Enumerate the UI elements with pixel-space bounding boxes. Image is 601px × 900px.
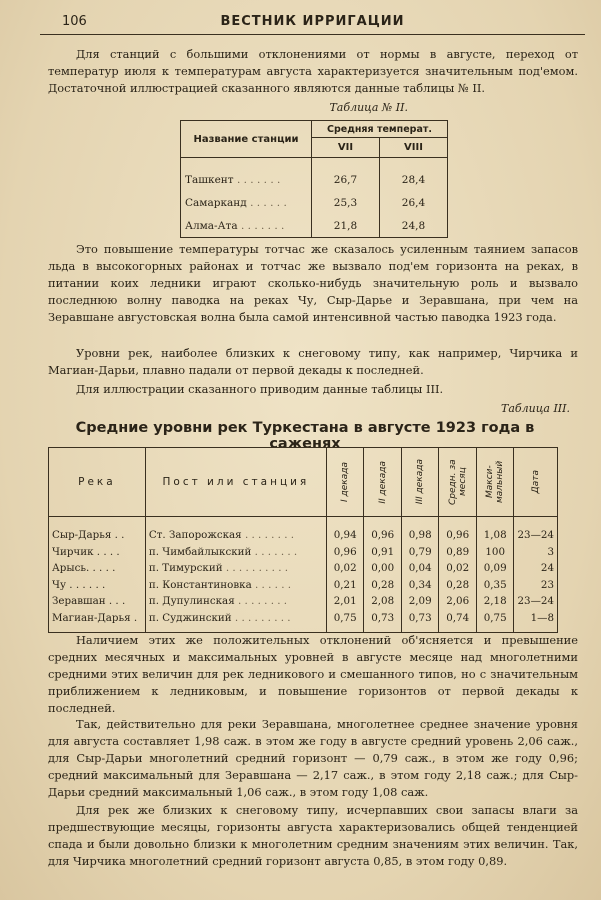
table3-title: Средние уровни рек Туркестана в августе 1923 года в саженях <box>75 420 535 452</box>
paragraph-3: Уровни рек, наиболее близких к снеговому типу, как например, Чирчика и Магиан-Дарьи, плавно падали от первой декады к последней. <box>48 346 578 377</box>
t3-d3: 0,04 <box>401 560 439 577</box>
t3-river: Чирчик . . . . <box>49 544 146 561</box>
t3-d2: 0,00 <box>364 560 402 577</box>
t3-max: 1,08 <box>476 517 514 544</box>
t3-dots: . . . . . . . . <box>237 595 288 608</box>
t3-post: п. Тимурский <box>148 562 223 575</box>
page-number: 106 <box>62 14 87 29</box>
table-row <box>181 214 448 238</box>
t3-river: Арысь. . . . . <box>49 560 146 577</box>
t3-dots: . . . . . . . . <box>244 529 295 542</box>
t3-d1: 2,01 <box>326 593 364 610</box>
table-3 <box>48 447 558 633</box>
t3-avg: 0,74 <box>439 610 477 633</box>
t3-header-river: Река <box>49 448 146 517</box>
t3-d2: 0,96 <box>364 517 402 544</box>
t3-d3: 0,98 <box>401 517 439 544</box>
t2-station: Самарканд <box>185 196 247 209</box>
t3-river: Магиан-Дарья . <box>49 610 146 633</box>
t3-d2: 2,08 <box>364 593 402 610</box>
table-2 <box>180 120 448 238</box>
t2-viii: 26,4 <box>379 191 447 214</box>
t2-vii: 26,7 <box>312 168 380 191</box>
table-row <box>181 168 448 191</box>
table-row <box>49 544 558 561</box>
t3-d1: 0,96 <box>326 544 364 561</box>
t3-d3: 2,09 <box>401 593 439 610</box>
t2-header-vii: VII <box>312 138 380 158</box>
t2-dots: . . . . . . <box>250 196 287 209</box>
table-row <box>49 593 558 610</box>
t2-header-group: Средняя температ. <box>312 121 448 138</box>
t3-river: Сыр-Дарья . . <box>49 517 146 544</box>
t3-d1: 0,21 <box>326 577 364 594</box>
t2-viii: 24,8 <box>379 214 447 238</box>
table-row <box>49 517 558 544</box>
t3-d2: 0,91 <box>364 544 402 561</box>
table-row <box>181 191 448 214</box>
t3-date: 1—8 <box>514 610 558 633</box>
t3-post: Ст. Запорожская <box>148 529 242 542</box>
t3-header-post: Пост или станция <box>145 448 326 517</box>
journal-title: ВЕСТНИК ИРРИГАЦИИ <box>220 14 405 29</box>
t3-max: 0,09 <box>476 560 514 577</box>
t3-avg: 0,96 <box>439 517 477 544</box>
t3-d1: 0,94 <box>326 517 364 544</box>
t2-viii: 28,4 <box>379 168 447 191</box>
paragraph-5: Наличием этих же положительных отклонений об'ясняется и превышение средних месячных и максимальных уровней в августе месяце над многолетними средними этих величин для рек ледникового и смешанного типов, но с значительным приближением к ледниковым, и повышение горизонтов от первой декады к последней. <box>48 633 578 715</box>
t3-dots: . . . . . . <box>255 578 292 591</box>
t2-dots: . . . . . . . <box>236 173 281 186</box>
t3-date: 3 <box>514 544 558 561</box>
t3-avg: 0,28 <box>439 577 477 594</box>
t3-max: 100 <box>476 544 514 561</box>
t2-station: Алма-Ата <box>185 219 238 232</box>
t3-river: Зеравшан . . . <box>49 593 146 610</box>
t3-dots: . . . . . . . . . . <box>225 562 289 575</box>
t3-max: 2,18 <box>476 593 514 610</box>
table3-caption: Таблица III. <box>501 402 570 415</box>
t3-header-date: Дата <box>530 470 541 494</box>
t3-dots: . . . . . . . <box>254 545 298 558</box>
paragraph-7: Для рек же близких к снеговому типу, исчерпавших свои запасы влаги за предшествующие месяцы, горизонты августа характеризовались общей тенденцией спада и были довольно близки к многолетним средним значениям этих величин. Так, для Чирчика многолетний средний горизонт августа 0,85, в этом году 0,89. <box>48 803 578 868</box>
t2-header-viii: VIII <box>379 138 447 158</box>
t3-avg: 0,89 <box>439 544 477 561</box>
paragraph-4: Для иллюстрации сказанного приводим данные таблицы III. <box>76 382 444 396</box>
table-row <box>49 560 558 577</box>
t3-date: 23—24 <box>514 517 558 544</box>
table-row <box>49 577 558 594</box>
t3-post: п. Чимбайлыкский <box>148 545 252 558</box>
paragraph-2: Это повышение температуры тотчас же сказалось усиленным таянием запасов льда в высокогорных районах и тотчас же вызвало под'ем горизонта на реках, в питании коих ледники играют сколько-нибудь значительную роль и вызвало последнюю волну паводка на реках Чу, Сыр-Дарье и Зеравшана, при чем на Зеравшане августовская волна была самой интенсивной частью паводка 1923 года. <box>48 242 578 324</box>
t3-avg: 2,06 <box>439 593 477 610</box>
t3-d1: 0,02 <box>326 560 364 577</box>
t3-avg: 0,02 <box>439 560 477 577</box>
t3-date: 23 <box>514 577 558 594</box>
t2-vii: 21,8 <box>312 214 380 238</box>
t3-river: Чу . . . . . . <box>49 577 146 594</box>
table-row <box>49 610 558 633</box>
t3-header-d1: I декада <box>340 462 351 502</box>
t2-dots: . . . . . . . <box>240 219 285 232</box>
t2-station: Ташкент <box>185 173 234 186</box>
paragraph-1: Для станций с большими отклонениями от нормы в августе, переход от температур июля к температурам августа характеризуется значительным под'емом. Достаточной иллюстрацией сказанного являются данные таблицы № II. <box>48 47 578 95</box>
t3-header-max: Макси-мальный <box>485 460 506 504</box>
t3-date: 24 <box>514 560 558 577</box>
t2-vii: 25,3 <box>312 191 380 214</box>
t3-d2: 0,73 <box>364 610 402 633</box>
t3-dots: . . . . . . . . . <box>234 611 291 624</box>
t3-post: п. Дупулинская <box>148 595 235 608</box>
t3-post: п. Константиновка <box>148 578 252 591</box>
t3-d1: 0,75 <box>326 610 364 633</box>
t3-d3: 0,79 <box>401 544 439 561</box>
page-header <box>40 12 585 35</box>
t3-max: 0,75 <box>476 610 514 633</box>
t3-max: 0,35 <box>476 577 514 594</box>
t3-d3: 0,34 <box>401 577 439 594</box>
t3-date: 23—24 <box>514 593 558 610</box>
table2-caption: Таблица № II. <box>329 101 408 114</box>
t2-header-station: Название станции <box>181 121 312 158</box>
t3-d3: 0,73 <box>401 610 439 633</box>
t3-d2: 0,28 <box>364 577 402 594</box>
t3-header-avg: Средн. за месяц <box>447 459 468 505</box>
t3-post: п. Суджинский <box>148 611 232 624</box>
paragraph-6: Так, действительно для реки Зеравшана, многолетнее среднее значение уровня для августа составляет 1,98 саж. в этом же году в августе средний уровень 2,06 саж., для Сыр-Дарьи многолетний средний горизонт — 0,79 саж., в этом же году 0,96; средний максимальный для Зеравшана — 2,17 саж., в этом году 2,18 саж.; для Сыр-Дарьи средний максимальный 1,06 саж., в этом году 1,08 саж. <box>48 717 578 799</box>
t3-header-d2: II декада <box>377 460 388 504</box>
t3-header-d3: III декада <box>415 459 426 505</box>
